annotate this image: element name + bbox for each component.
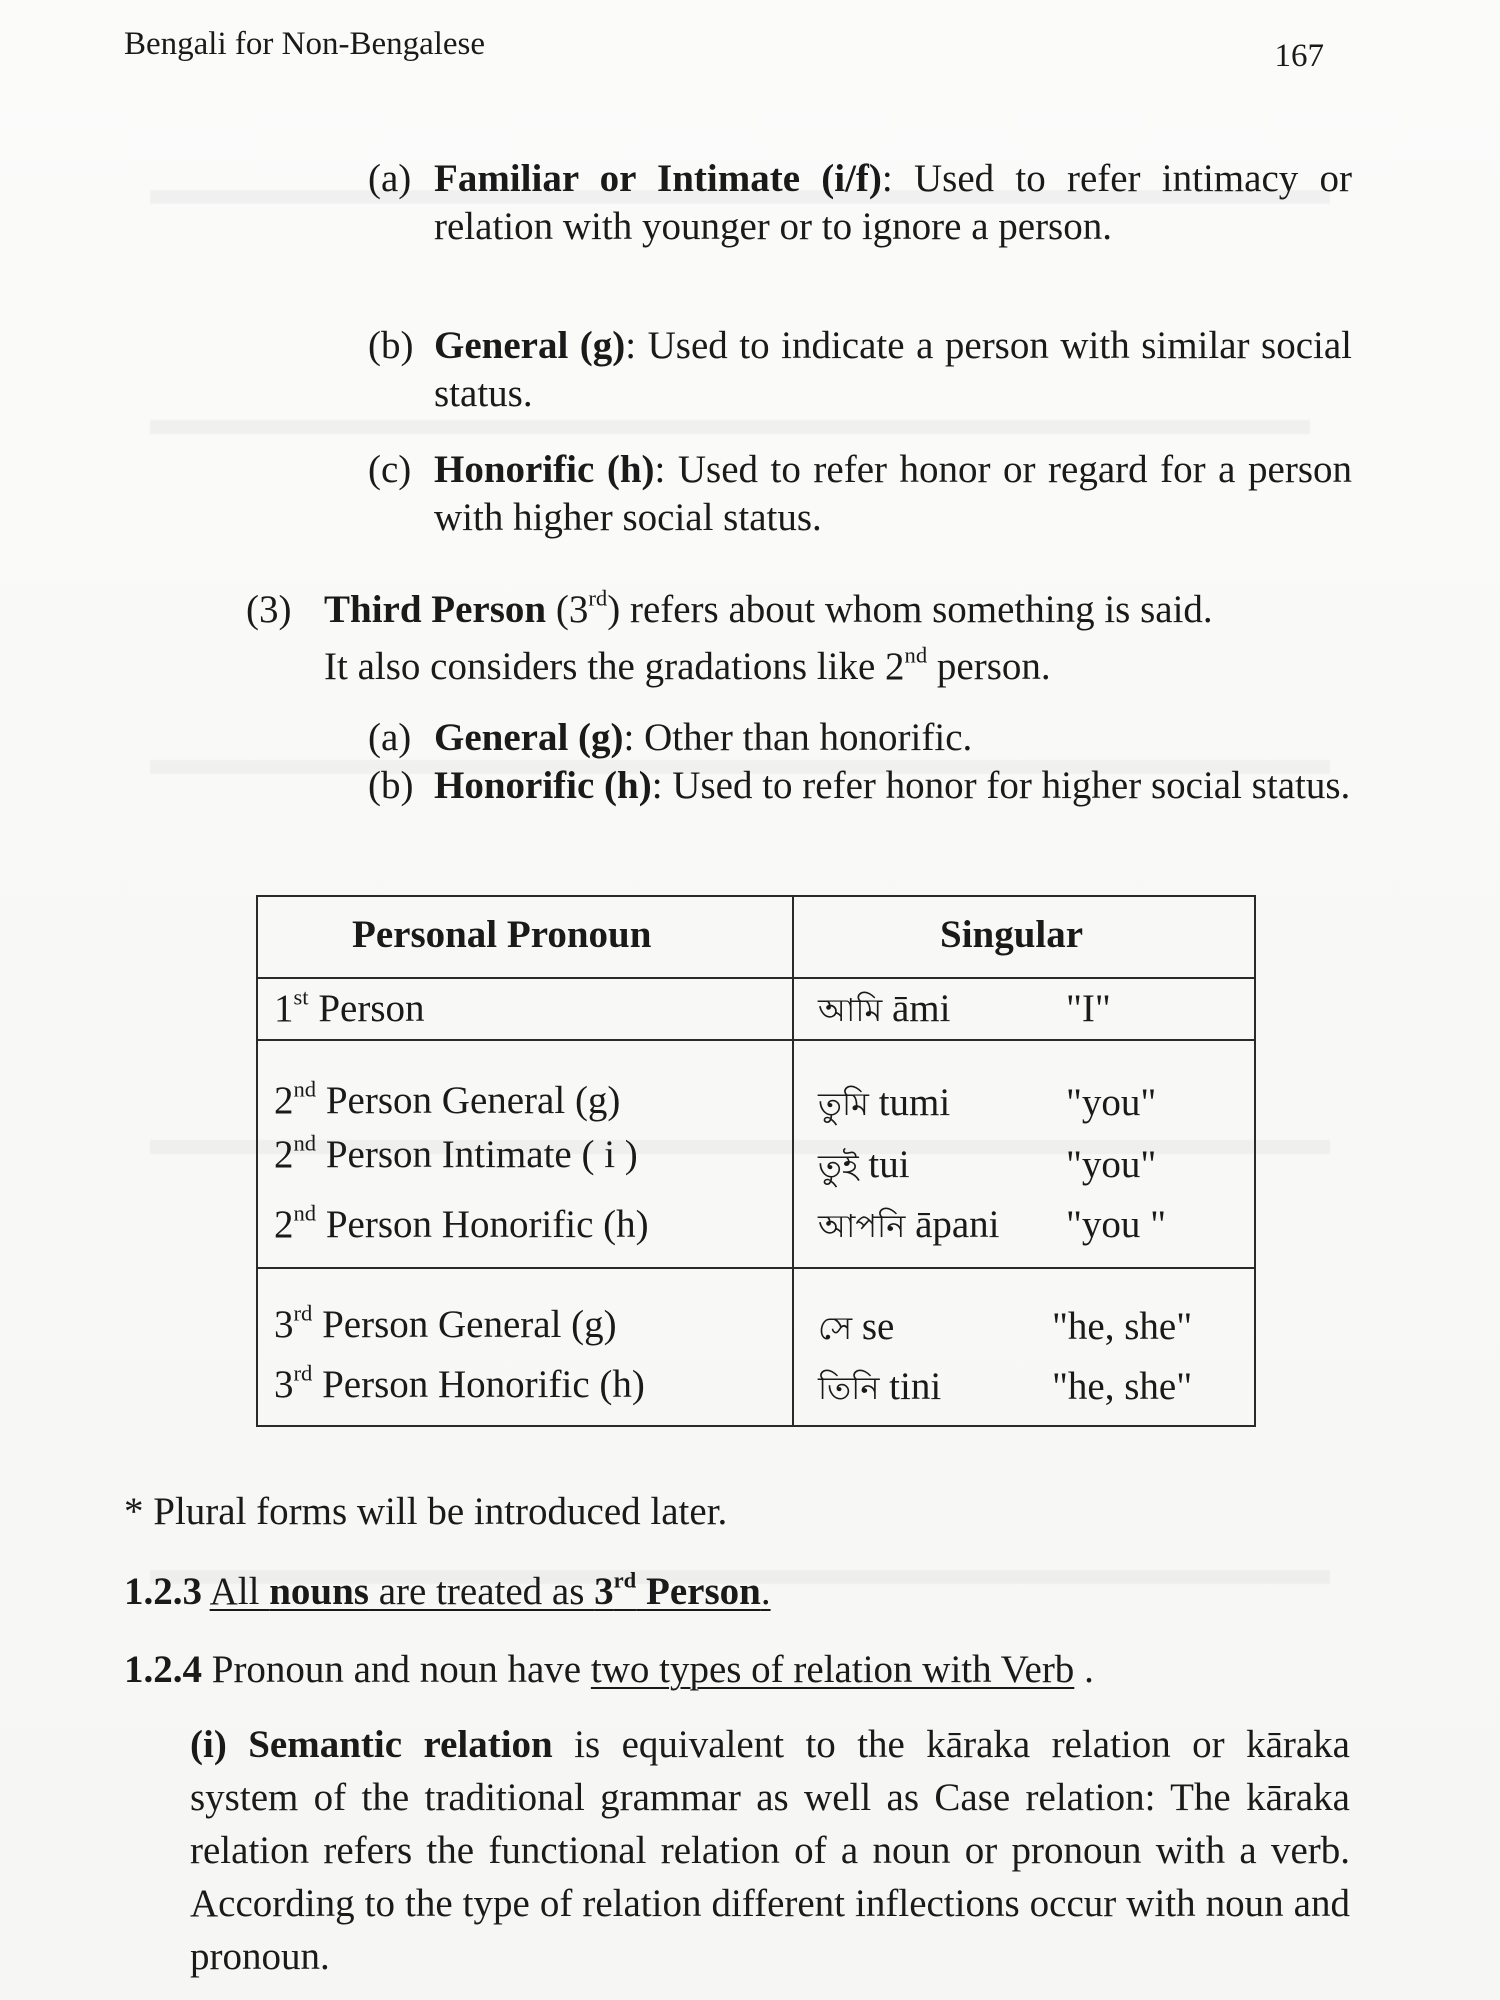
description: : Other than honorific. (623, 716, 973, 759)
running-header (124, 22, 1324, 82)
text: refers about whom something is said. (620, 588, 1213, 631)
table-header: Singular (940, 913, 1084, 956)
table-row-pronoun (818, 1303, 894, 1352)
item-marker: (3) (246, 588, 292, 631)
table-row-gloss: "you" (1066, 1143, 1157, 1186)
text: Person Honorific (h) (312, 1363, 645, 1406)
table-row-gloss: "you" (1066, 1081, 1157, 1124)
description: : Used to refer honor or regard for a person with higher social status. (434, 448, 1353, 539)
superscript: rd (588, 585, 608, 611)
item-marker: (a) (368, 157, 412, 200)
text: ) (607, 588, 621, 631)
page-number: 167 (1274, 38, 1324, 74)
superscript: nd (293, 1130, 317, 1156)
item-marker: (b) (368, 324, 414, 367)
table-row-pronoun (818, 1363, 941, 1412)
bengali-word: তিনি (818, 1369, 880, 1407)
text: 3 (274, 1303, 294, 1346)
text: Person (308, 987, 425, 1030)
item-marker: (c) (368, 448, 412, 491)
table-row-person (274, 1361, 645, 1409)
superscript: st (293, 984, 309, 1010)
item-marker: (a) (368, 716, 412, 759)
text: Person General (g) (312, 1303, 617, 1346)
table-row-person (274, 1301, 617, 1349)
text: 2 (274, 1079, 294, 1122)
underlined-text: two types of relation with Verb (590, 1648, 1075, 1691)
superscript: rd (293, 1360, 313, 1386)
section-number: 1.2.3 (124, 1570, 202, 1613)
term: Honorific (h) (434, 764, 652, 807)
table-divider (258, 1267, 1254, 1269)
section-number: 1.2.4 (124, 1648, 202, 1691)
text: All (209, 1570, 270, 1613)
table-divider (258, 1039, 1254, 1041)
text: Pronoun and noun have (202, 1648, 591, 1691)
term: General (g) (434, 716, 624, 759)
text: are treated as (368, 1570, 595, 1613)
text: Person (636, 1570, 761, 1613)
superscript: nd (293, 1076, 317, 1102)
item-marker: (b) (368, 764, 414, 807)
table-header: Personal Pronoun (352, 913, 652, 956)
table-row-pronoun (818, 1201, 1000, 1250)
transliteration: tini (889, 1365, 942, 1408)
list-item (434, 322, 1352, 418)
text: Person Intimate ( i ) (316, 1133, 638, 1176)
bengali-word: আপনি (818, 1207, 906, 1245)
transliteration: tui (868, 1143, 910, 1186)
table-row-pronoun (818, 985, 950, 1034)
table-row-person (274, 1077, 620, 1125)
section-text (209, 1567, 771, 1613)
text: 3 (274, 1363, 294, 1406)
plural-note: * Plural forms will be introduced later. (124, 1490, 728, 1533)
section-1-2-4 (124, 1646, 1354, 1694)
text: (3 (546, 588, 589, 631)
superscript: nd (904, 642, 928, 668)
bengali-word: তুমি (818, 1085, 869, 1123)
text: 1 (274, 987, 294, 1030)
list-item (434, 446, 1352, 542)
transliteration: āpani (915, 1203, 1000, 1246)
superscript: nd (293, 1200, 317, 1226)
table-row-person (274, 1131, 638, 1179)
text: Person Honorific (h) (316, 1203, 649, 1246)
description: is equivalent to the kāraka relation or kāraka system of the traditional grammar as well as Case relation: The kāraka relation refers the functional relation of a noun or pronoun with a verb. According to the type of relation different inflections occur with noun and pronoun. (190, 1723, 1350, 1978)
text: 3 (594, 1570, 614, 1613)
list-item (434, 155, 1352, 251)
term: General (g) (434, 324, 626, 367)
superscript: rd (293, 1300, 313, 1326)
bengali-word: সে (818, 1309, 853, 1347)
bengali-word: আমি (818, 991, 883, 1029)
description: : Used to refer intimacy or relation with younger or to ignore a person. (434, 157, 1352, 248)
personal-pronoun-table (256, 895, 1256, 1427)
third-person-paragraph (324, 586, 1354, 634)
text: 2 (274, 1133, 294, 1176)
transliteration: se (861, 1305, 895, 1348)
transliteration: āmi (892, 987, 951, 1030)
semantic-relation-paragraph (190, 1718, 1350, 1983)
table-row-gloss: "you " (1066, 1203, 1167, 1246)
text: 2 (274, 1203, 294, 1246)
section-1-2-3 (124, 1568, 1354, 1616)
term: Honorific (h) (434, 448, 655, 491)
description: : Used to refer honor for higher social status. (651, 764, 1351, 807)
table-row-gloss: "I" (1066, 987, 1111, 1030)
term: (i) Semantic relation (190, 1723, 553, 1766)
list-item (434, 762, 1352, 810)
term: Familiar or Intimate (i/f) (434, 157, 882, 200)
text: It also considers the gradations like 2 (324, 645, 905, 688)
description: : Used to indicate a person with similar social status. (434, 324, 1353, 415)
text: Person General (g) (316, 1079, 621, 1122)
text: . (760, 1570, 771, 1613)
text: person. (927, 645, 1051, 688)
list-item (434, 714, 1352, 762)
text: nouns (269, 1570, 369, 1613)
table-divider (258, 977, 1254, 979)
book-title: Bengali for Non-Bengalese (124, 26, 486, 62)
table-row-pronoun (818, 1079, 950, 1128)
table-row-pronoun (818, 1141, 910, 1190)
table-row-person (274, 1201, 649, 1249)
transliteration: tumi (878, 1081, 951, 1124)
table-row-gloss: "he, she" (1052, 1305, 1193, 1348)
superscript: rd (613, 1567, 637, 1593)
text: . (1074, 1648, 1094, 1691)
table-row-gloss: "he, she" (1052, 1365, 1193, 1408)
term: Third Person (324, 588, 547, 631)
table-row-person (274, 985, 425, 1033)
third-person-paragraph-line2 (324, 643, 1354, 691)
bengali-word: তুই (818, 1147, 859, 1185)
